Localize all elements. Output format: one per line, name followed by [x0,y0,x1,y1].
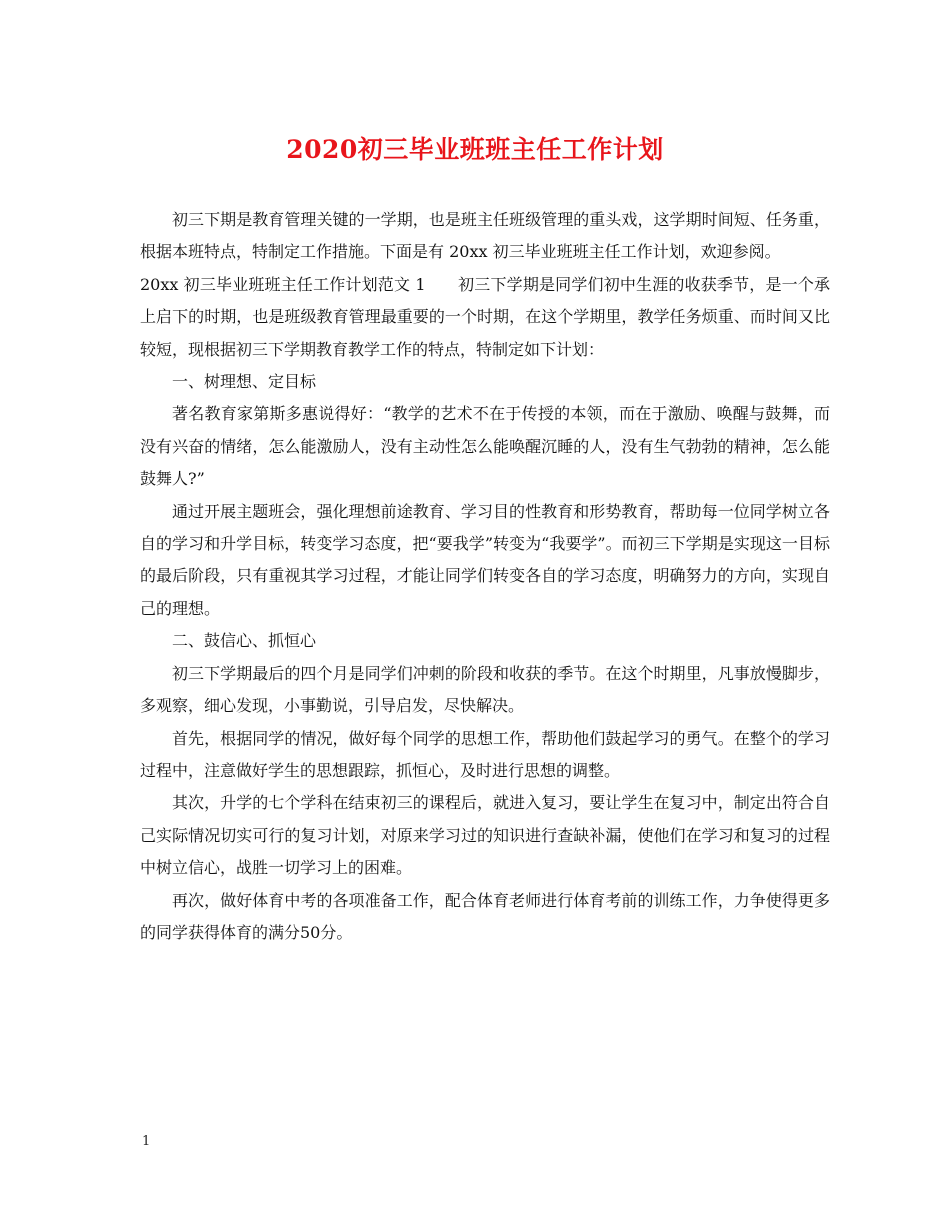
section-heading-2: 二、鼓信心、抓恒心 [172,631,317,651]
paragraph-sample-heading: 20xx 初三毕业班班主任工作计划范文 1 初三下学期是同学们初中生涯的收获季节，是一个承上启下的时期，也是班级教育管理最重要的一个时期，在这个学期里，教学任务烦重、而时间又比较短，现根据初三下学期教育教学工作的特点，特制定如下计划： [140,274,830,359]
document-body [140,204,830,949]
paragraph-theme-meeting: 通过开展主题班会，强化理想前途教育、学习目的性教育和形势教育，帮助每一位同学树立各自的学习和升学目标，转变学习态度，把“要我学”转变为“我要学”。而初三下学期是实现这一目标的最后阶段，只有重视其学习过程，才能让同学们转变各自的学习态度，明确努力的方向，实现自己的理想。 [140,501,830,618]
paragraph-final-months: 初三下学期最后的四个月是同学们冲刺的阶段和收获的季节。在这个时期里，凡事放慢脚步，多观察，细心发现，小事勤说，引导启发，尽快解决。 [140,663,830,716]
paragraph-quote: 著名教育家第斯多惠说得好：“教学的艺术不在于传授的本领，而在于激励、唤醒与鼓舞，而没有兴奋的情绪，怎么能激励人，没有主动性怎么能唤醒沉睡的人，没有生气勃勃的精神，怎么能鼓舞人?” [140,404,830,489]
section-heading-1: 一、树理想、定目标 [172,372,317,392]
paragraph-third: 再次，做好体育中考的各项准备工作，配合体育老师进行体育考前的训练工作，力争使得更多的同学获得体育的满分50分。 [140,890,830,942]
page-title: 2020初三毕业班班主任工作计划 [286,135,664,164]
page-number: 1 [142,1134,151,1149]
paragraph-intro: 初三下期是教育管理关键的一学期，也是班主任班级管理的重头戏，这学期时间短、任务重，根据本班特点，特制定工作措施。下面是有 20xx 初三毕业班班主任工作计划，欢迎参阅。 [140,210,830,262]
paragraph-second: 其次，升学的七个学科在结束初三的课程后，就进入复习，要让学生在复习中，制定出符合自己实际情况切实可行的复习计划，对原来学习过的知识进行查缺补漏，使他们在学习和复习的过程中树立信心，战胜一切学习上的困难。 [140,793,830,878]
paragraph-first: 首先，根据同学的情况，做好每个同学的思想工作，帮助他们鼓起学习的勇气。在整个的学习过程中，注意做好学生的思想跟踪，抓恒心，及时进行思想的调整。 [140,728,830,780]
